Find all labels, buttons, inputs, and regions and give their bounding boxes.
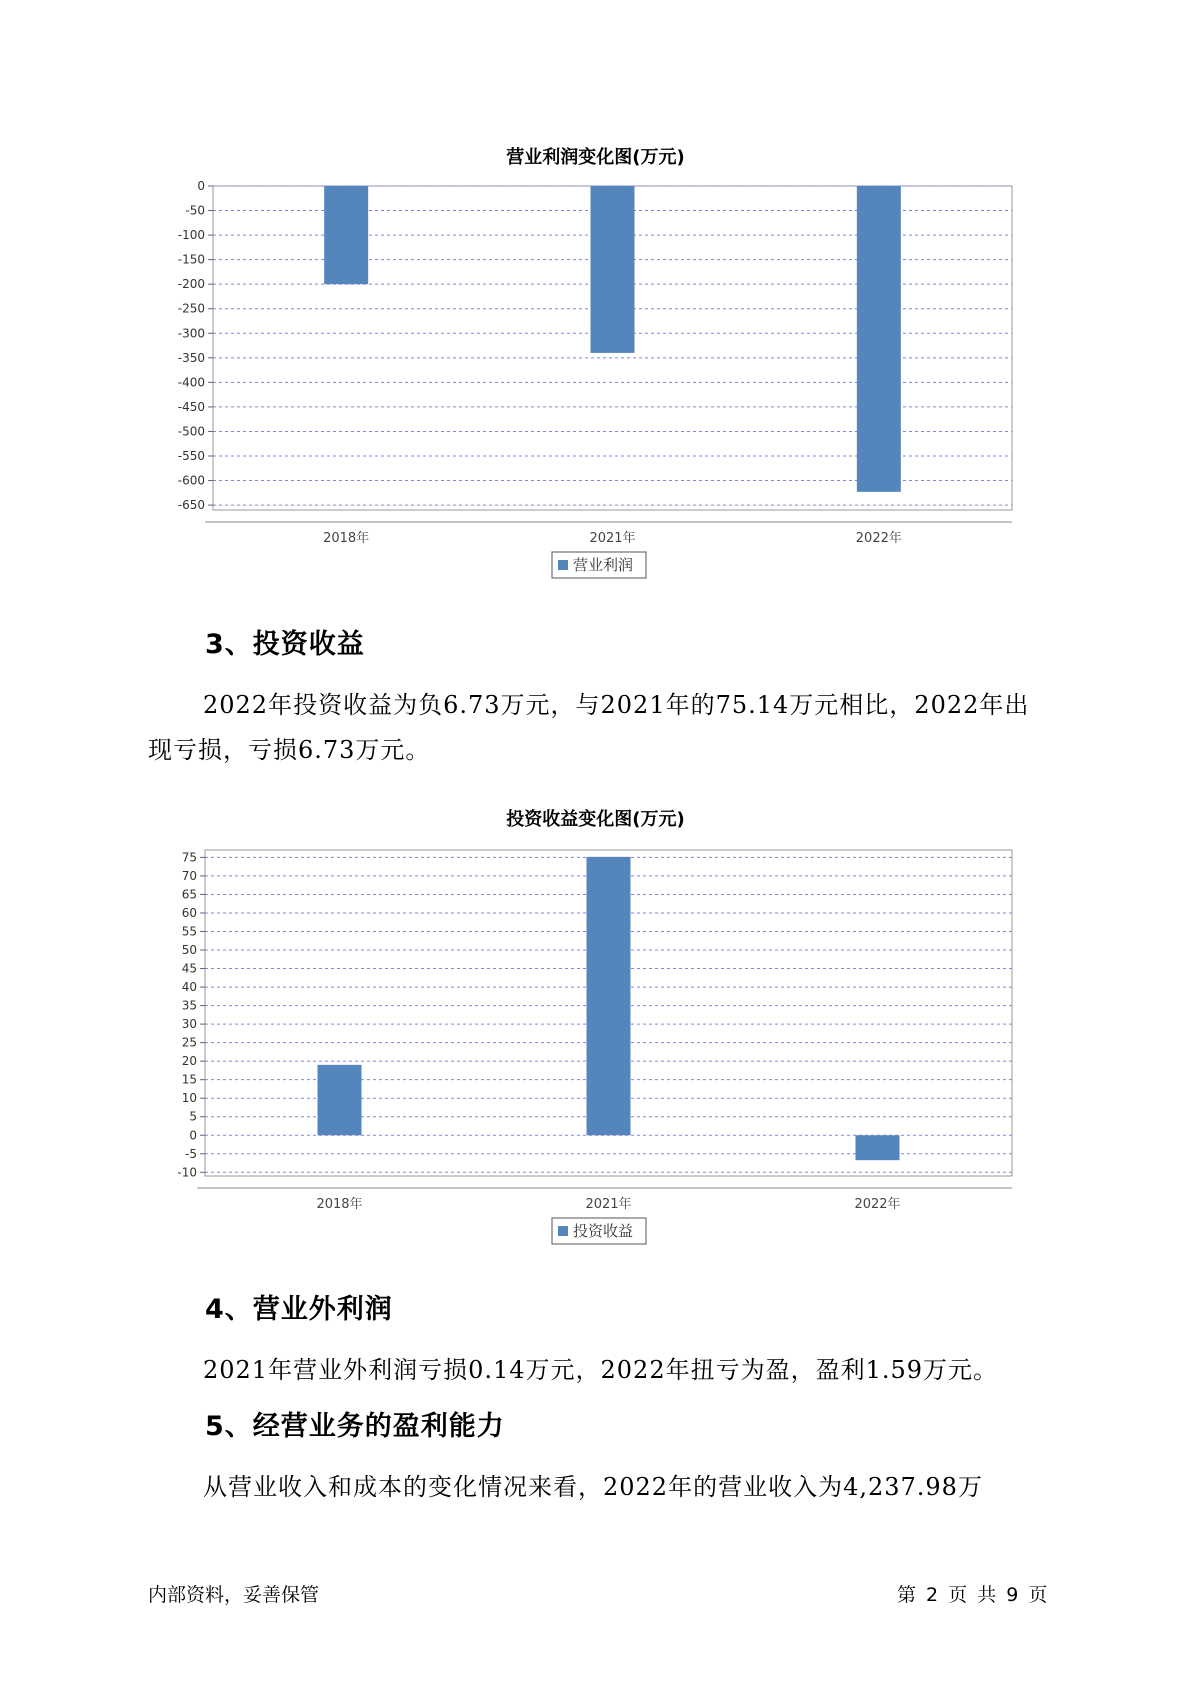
legend: [552, 1218, 646, 1244]
section5-paragraph: 从营业收入和成本的变化情况来看，2022年的营业收入为4,237.98万: [203, 1473, 983, 1501]
legend-label: 营业利润: [573, 556, 634, 574]
bar-2021年: [591, 186, 635, 353]
x-tick-label: 2021年: [585, 1197, 632, 1212]
y-tick-label: -600: [177, 473, 205, 488]
y-tick-label: -650: [177, 498, 205, 513]
footer-page-number: 第 2 页 共 9 页: [897, 1584, 1048, 1606]
y-tick-label: -350: [177, 350, 205, 365]
y-tick-label: 45: [181, 961, 197, 976]
section4-heading: 4、营业外利润: [205, 1294, 393, 1325]
x-tick-label: 2022年: [854, 1197, 901, 1212]
section4-paragraph: 2021年营业外利润亏损0.14万元，2022年扭亏为盈，盈利1.59万元。: [203, 1356, 999, 1384]
y-tick-label: 60: [181, 905, 197, 920]
y-tick-label: -250: [177, 301, 205, 316]
y-tick-label: -10: [177, 1165, 197, 1180]
legend-swatch: [558, 560, 568, 570]
y-tick-label: 25: [181, 1035, 197, 1050]
legend-swatch: [558, 1226, 568, 1236]
y-tick-label: 55: [181, 924, 197, 939]
chart2-title: 投资收益变化图(万元): [506, 809, 685, 830]
y-tick-label: 0: [189, 1128, 197, 1143]
section5-heading: 5、经营业务的盈利能力: [205, 1411, 505, 1442]
x-tick-label: 2018年: [316, 1197, 363, 1212]
x-tick-label: 2018年: [323, 531, 370, 546]
y-tick-label: -500: [177, 424, 205, 439]
footer-confidential-note: 内部资料，妥善保管: [148, 1584, 320, 1606]
y-tick-label: -400: [177, 375, 205, 390]
y-tick-label: 75: [181, 850, 197, 865]
y-tick-label: 0: [197, 179, 205, 193]
legend: [552, 552, 646, 578]
y-tick-label: -5: [185, 1146, 197, 1161]
operating-profit-chart: [0, 170, 1191, 600]
y-tick-label: 35: [181, 998, 197, 1013]
legend-label: 投资收益: [573, 1222, 634, 1240]
section3-heading: 3、投资收益: [205, 629, 365, 660]
y-tick-label: 15: [181, 1072, 197, 1087]
bar-2018年: [324, 186, 368, 284]
x-tick-label: 2022年: [855, 531, 902, 546]
bar-2022年: [856, 1135, 900, 1160]
y-tick-label: 40: [181, 980, 197, 995]
bar-2022年: [857, 186, 901, 492]
y-tick-label: -300: [177, 326, 205, 341]
y-tick-label: -550: [177, 449, 205, 463]
y-tick-label: 50: [181, 943, 197, 958]
x-tick-label: 2021年: [589, 531, 636, 546]
y-tick-label: 20: [181, 1054, 197, 1069]
bar-2021年: [587, 857, 631, 1135]
bar-2018年: [318, 1065, 362, 1135]
y-tick-label: -50: [185, 203, 205, 218]
section3-paragraph-line2: 现亏损，亏损6.73万元。: [148, 736, 431, 764]
y-tick-label: -200: [177, 277, 205, 292]
y-tick-label: 30: [181, 1017, 197, 1032]
y-tick-label: 10: [181, 1091, 197, 1106]
chart1-title: 营业利润变化图(万元): [506, 147, 685, 168]
y-tick-label: 70: [181, 868, 197, 883]
y-tick-label: -450: [177, 399, 205, 414]
y-tick-label: -100: [177, 228, 205, 243]
y-tick-label: 5: [189, 1109, 197, 1124]
y-tick-label: -150: [177, 252, 205, 267]
investment-income-chart: [0, 835, 1191, 1255]
y-tick-label: 65: [181, 887, 197, 902]
section3-paragraph-line1: 2022年投资收益为负6.73万元，与2021年的75.14万元相比，2022年出: [203, 691, 1030, 719]
